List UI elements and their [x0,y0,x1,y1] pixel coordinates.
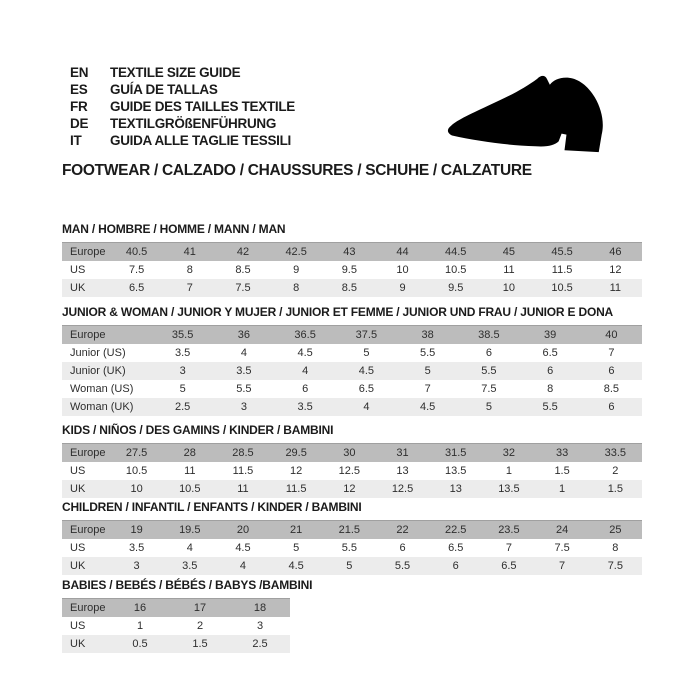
size-cell: 8 [186,263,193,276]
language-row [70,115,295,132]
size-cell: 45.5 [551,245,573,258]
size-cell: 19.5 [179,523,201,536]
shoe-icon [443,72,643,160]
size-cell: 3 [256,619,264,632]
size-cell: 5.5 [341,541,357,554]
size-cell: 9 [399,281,406,294]
size-cell: 3 [133,559,140,572]
size-cell: 7 [424,382,431,395]
size-cell: 6.5 [128,281,145,294]
size-cell: 3.5 [182,559,198,572]
size-cell: 6 [452,559,459,572]
size-cell: 7 [505,541,512,554]
size-cell: 4 [239,559,247,572]
size-cell: 28.5 [232,446,254,459]
size-cell: 11.5 [551,263,573,276]
size-cell: 30 [343,446,356,459]
size-cell: 7.5 [235,281,251,294]
size-cell: 29.5 [285,446,307,459]
table-title: KIDS / NIÑOS / DES GAMINS / KINDER / BAMBINI [62,423,334,437]
size-cell: 40.5 [125,245,148,258]
row-label: Europe [70,328,106,341]
size-cell: 33.5 [604,446,627,459]
row-label: Europe [70,601,106,614]
size-cell: 11 [184,464,196,477]
size-cell: 45 [502,245,516,258]
size-cell: 2 [612,464,619,477]
size-cell: 4 [240,346,247,359]
row-label: Junior (UK) [70,364,126,377]
language-code: ES [70,82,88,97]
language-code: DE [70,116,89,131]
row-label: Europe [70,245,106,258]
size-cell: 3.5 [236,364,252,377]
size-cell: 5 [293,541,300,554]
size-cell: 7 [559,559,566,572]
size-cell: 13.5 [498,482,520,495]
section-children [62,500,642,575]
size-cell: 7.5 [481,382,497,395]
category-heading: FOOTWEAR / CALZADO / CHAUSSURES / SCHUHE / CALZATURE [62,162,532,179]
size-cell: 10.5 [551,281,573,294]
size-cell: 9.5 [448,281,464,294]
row-label: Woman (UK) [70,400,134,413]
size-cell: 12 [343,482,356,495]
size-cell: 25 [609,523,622,536]
row-label: UK [70,559,86,572]
size-cell: 6 [608,400,615,413]
size-cell: 0.5 [132,637,148,650]
size-cell: 1 [505,464,512,477]
size-table [62,325,642,416]
language-code: FR [70,99,88,114]
size-cell: 2.5 [174,400,191,413]
size-cell: 5.5 [236,382,252,395]
language-text: TEXTILGRÖßENFÜHRUNG [110,116,277,131]
size-cell: 10.5 [179,482,201,495]
row-label: US [70,541,86,554]
size-cell: 3 [179,364,186,377]
size-cell: 1 [136,619,144,632]
size-cell: 4.5 [288,559,304,572]
size-cell: 10.5 [445,263,467,276]
table-title: BABIES / BEBÉS / BÉBÉS / BABYS /BAMBINI [62,578,313,592]
size-cell: 6.5 [448,541,464,554]
size-cell: 37.5 [355,328,378,341]
size-cell: 18 [253,601,267,614]
size-cell: 42.5 [285,245,307,258]
size-cell: 28 [183,446,196,459]
size-cell: 5.5 [481,364,497,377]
table-row [62,480,642,498]
size-cell: 6.5 [358,382,375,395]
size-cell: 1.5 [607,482,623,495]
size-cell: 21 [290,523,303,536]
size-cell: 6.5 [542,346,558,359]
size-cell: 3.5 [128,541,145,554]
language-list [70,64,295,149]
size-cell: 32 [502,446,516,459]
table-row [62,557,642,575]
size-cell: 6 [608,364,615,377]
row-label: US [70,464,86,477]
size-cell: 23.5 [498,523,520,536]
size-cell: 11 [237,482,249,495]
size-cell: 5 [363,346,370,359]
language-text: TEXTILE SIZE GUIDE [110,65,241,80]
size-cell: 4 [302,364,309,377]
size-cell: 44 [396,245,409,258]
table-row [62,362,642,380]
size-cell: 31.5 [445,446,467,459]
size-cell: 44.5 [445,245,467,258]
size-cell: 12 [290,464,303,477]
table-row [62,635,290,653]
size-cell: 20 [236,523,250,536]
table-row [62,599,290,617]
size-cell: 36.5 [294,328,316,341]
size-cell: 10 [502,281,516,294]
size-cell: 42 [236,245,250,258]
size-cell: 13 [449,482,462,495]
size-cell: 2 [196,619,204,632]
size-cell: 8.5 [235,263,251,276]
size-cell: 4.5 [419,400,436,413]
size-cell: 4 [186,541,193,554]
size-cell: 3.5 [297,400,313,413]
size-cell: 6 [547,364,554,377]
row-label: UK [70,637,86,650]
size-cell: 5.5 [394,559,411,572]
size-cell: 5.5 [419,346,436,359]
size-cell: 35.5 [171,328,194,341]
language-row [70,98,295,115]
language-row [70,81,295,98]
size-cell: 10 [396,263,409,276]
size-cell: 6 [399,541,406,554]
language-row [70,132,295,149]
size-cell: 11.5 [285,482,307,495]
size-table [62,242,642,297]
size-cell: 10.5 [125,464,148,477]
table-title: JUNIOR & WOMAN / JUNIOR Y MUJER / JUNIOR ET FEMME / JUNIOR UND FRAU / JUNIOR E DONA [62,305,614,319]
size-cell: 33 [555,446,569,459]
size-cell: 5 [346,559,353,572]
size-cell: 5 [424,364,431,377]
row-label: Junior (US) [70,346,126,359]
row-label: US [70,619,86,632]
size-cell: 11 [503,263,515,276]
language-code: EN [70,65,89,80]
size-cell: 13 [396,464,409,477]
table-row [62,243,642,261]
size-cell: 1.5 [554,464,570,477]
section-babies [62,578,642,653]
row-label: UK [70,482,86,495]
table-title: MAN / HOMBRE / HOMME / MANN / MAN [62,222,286,236]
size-cell: 4.5 [235,541,251,554]
size-cell: 22 [396,523,409,536]
table-row [62,279,642,297]
table-row [62,261,642,279]
size-cell: 11.5 [232,464,254,477]
size-table [62,520,642,575]
size-cell: 6.5 [501,559,517,572]
table-row [62,521,642,539]
size-cell: 38 [421,328,434,341]
size-cell: 16 [133,601,147,614]
section-kids [62,423,642,498]
size-cell: 46 [609,245,622,258]
size-cell: 7.5 [128,263,145,276]
table-row [62,398,642,416]
size-cell: 31 [396,446,409,459]
language-text: GUÍA DE TALLAS [110,82,218,97]
row-label: UK [70,281,86,294]
size-cell: 3 [240,400,247,413]
size-cell: 38.5 [478,328,500,341]
row-label: US [70,263,86,276]
size-cell: 1 [559,482,566,495]
size-cell: 22.5 [445,523,467,536]
size-cell: 10 [130,482,143,495]
size-cell: 6 [485,346,492,359]
size-cell: 41 [183,245,196,258]
table-row [62,326,642,344]
size-cell: 24 [555,523,569,536]
section-man [62,222,642,297]
size-cell: 7 [608,346,615,359]
table-title: CHILDREN / INFANTIL / ENFANTS / KINDER / BAMBINI [62,500,362,514]
size-cell: 8 [547,382,554,395]
size-cell: 8 [612,541,619,554]
table-row [62,444,642,462]
size-cell: 12.5 [338,464,361,477]
size-table [62,598,290,653]
size-cell: 9 [293,263,300,276]
table-row [62,462,642,480]
size-cell: 17 [193,601,207,614]
size-cell: 5 [179,382,186,395]
size-cell: 4.5 [297,346,313,359]
size-cell: 7.5 [607,559,623,572]
size-cell: 4.5 [358,364,375,377]
size-cell: 40 [605,328,618,341]
size-cell: 13.5 [445,464,467,477]
table-row [62,539,642,557]
size-cell: 7.5 [554,541,570,554]
size-cell: 8.5 [603,382,620,395]
size-cell: 8 [293,281,300,294]
language-code: IT [70,133,82,148]
size-cell: 19 [130,523,143,536]
row-label: Europe [70,446,106,459]
size-cell: 12.5 [391,482,414,495]
size-cell: 11 [609,281,622,294]
row-label: Europe [70,523,106,536]
size-cell: 7 [186,281,193,294]
language-text: GUIDE DES TAILLES TEXTILE [110,99,296,114]
section-junior-woman [62,305,642,416]
table-row [62,617,290,635]
size-cell: 36 [237,328,250,341]
size-cell: 9.5 [341,263,357,276]
size-cell: 2.5 [252,637,268,650]
size-cell: 1.5 [192,637,208,650]
table-row [62,344,642,362]
size-cell: 8.5 [341,281,357,294]
size-cell: 5 [485,400,492,413]
language-text: GUIDA ALLE TAGLIE TESSILI [110,133,291,148]
table-row [62,380,642,398]
row-label: Woman (US) [70,382,134,395]
size-cell: 3.5 [174,346,191,359]
size-cell: 5.5 [542,400,558,413]
size-cell: 6 [302,382,309,395]
size-cell: 39 [544,328,557,341]
size-cell: 21.5 [338,523,361,536]
size-table [62,443,642,498]
size-cell: 27.5 [125,446,148,459]
size-cell: 4 [363,400,370,413]
size-cell: 12 [609,263,622,276]
language-row [70,64,295,81]
size-cell: 43 [343,245,356,258]
